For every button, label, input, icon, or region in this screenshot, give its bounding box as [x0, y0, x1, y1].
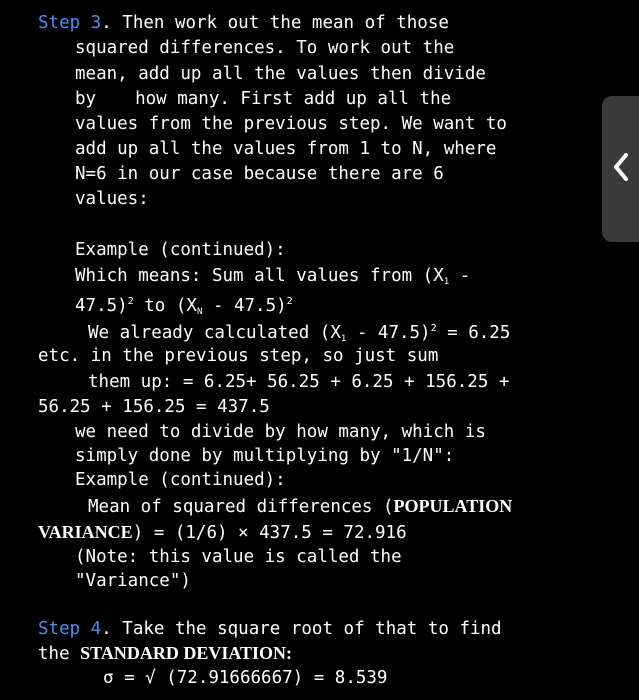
step4-label: Step 4 — [38, 619, 102, 639]
step3-label: Step 3 — [38, 13, 102, 33]
example-heading: Example (continued): — [75, 470, 286, 490]
superscript: 2 — [430, 323, 437, 334]
step3-text: . Then work out the mean of those — [101, 13, 449, 33]
text-line: N=6 in our case because there are 6 — [75, 164, 444, 184]
step4-text: . Take the square root of that to find — [101, 619, 502, 639]
text-fragment: ) = (1/6) × 437.5 = 72.916 — [132, 523, 407, 543]
subscript: N — [196, 306, 203, 317]
sum-result: 56.25 + 156.25 = 437.5 — [38, 397, 270, 417]
step3-line — [38, 11, 449, 35]
bold-term: VARIANCE — [38, 522, 133, 542]
text-line: them up: = 6.25+ 56.25 + 6.25 + 156.25 + — [88, 372, 510, 392]
variance-line — [38, 520, 407, 545]
bold-term: STANDARD DEVIATION: — [80, 643, 293, 663]
side-panel-tab[interactable] — [602, 96, 639, 242]
text-fragment: = 6.25 — [436, 322, 511, 343]
text-line: values from the previous step. We want to — [75, 114, 507, 134]
text-fragment: how many. First add up all the — [135, 89, 452, 109]
text-line: add up all the values from 1 to N, where — [75, 139, 497, 159]
text-line — [88, 494, 512, 519]
text-fragment: - 47.5) — [346, 322, 431, 343]
text-fragment: 47.5) — [75, 295, 128, 316]
text-fragment: to (X — [133, 295, 197, 316]
text-fragment: by — [75, 89, 97, 109]
subscript: 1 — [443, 277, 450, 287]
text-line — [38, 641, 292, 666]
subscript: 1 — [340, 333, 347, 344]
text-line — [75, 87, 451, 111]
text-fragment: the — [38, 644, 81, 664]
note-line: "Variance") — [75, 571, 191, 591]
note-line: (Note: this value is called the — [75, 547, 402, 567]
text-fragment: We already calculated (X — [88, 322, 341, 343]
text-line: squared differences. To work out the — [75, 38, 455, 58]
bold-term: POPULATION — [393, 496, 513, 516]
chevron-left-icon — [610, 152, 632, 182]
sigma-formula: σ = √ (72.91666667) = 8.539 — [103, 668, 388, 688]
text-fragment: - — [449, 266, 471, 286]
text-line: values: — [75, 189, 149, 209]
text-fragment: Mean of squared differences ( — [88, 497, 394, 517]
superscript: 2 — [286, 296, 293, 307]
superscript: 2 — [127, 296, 134, 307]
text-line: simply done by multiplying by "1/N": — [75, 446, 455, 466]
text-line: etc. in the previous step, so just sum — [38, 346, 439, 366]
text-fragment: Which means: Sum all values from (X — [75, 266, 444, 286]
text-line: mean, add up all the values then divide — [75, 64, 486, 84]
text-fragment: - 47.5) — [202, 295, 287, 316]
text-line: we need to divide by how many, which is — [75, 422, 486, 442]
example-heading: Example (continued): — [75, 240, 286, 260]
step4-line — [38, 617, 502, 641]
